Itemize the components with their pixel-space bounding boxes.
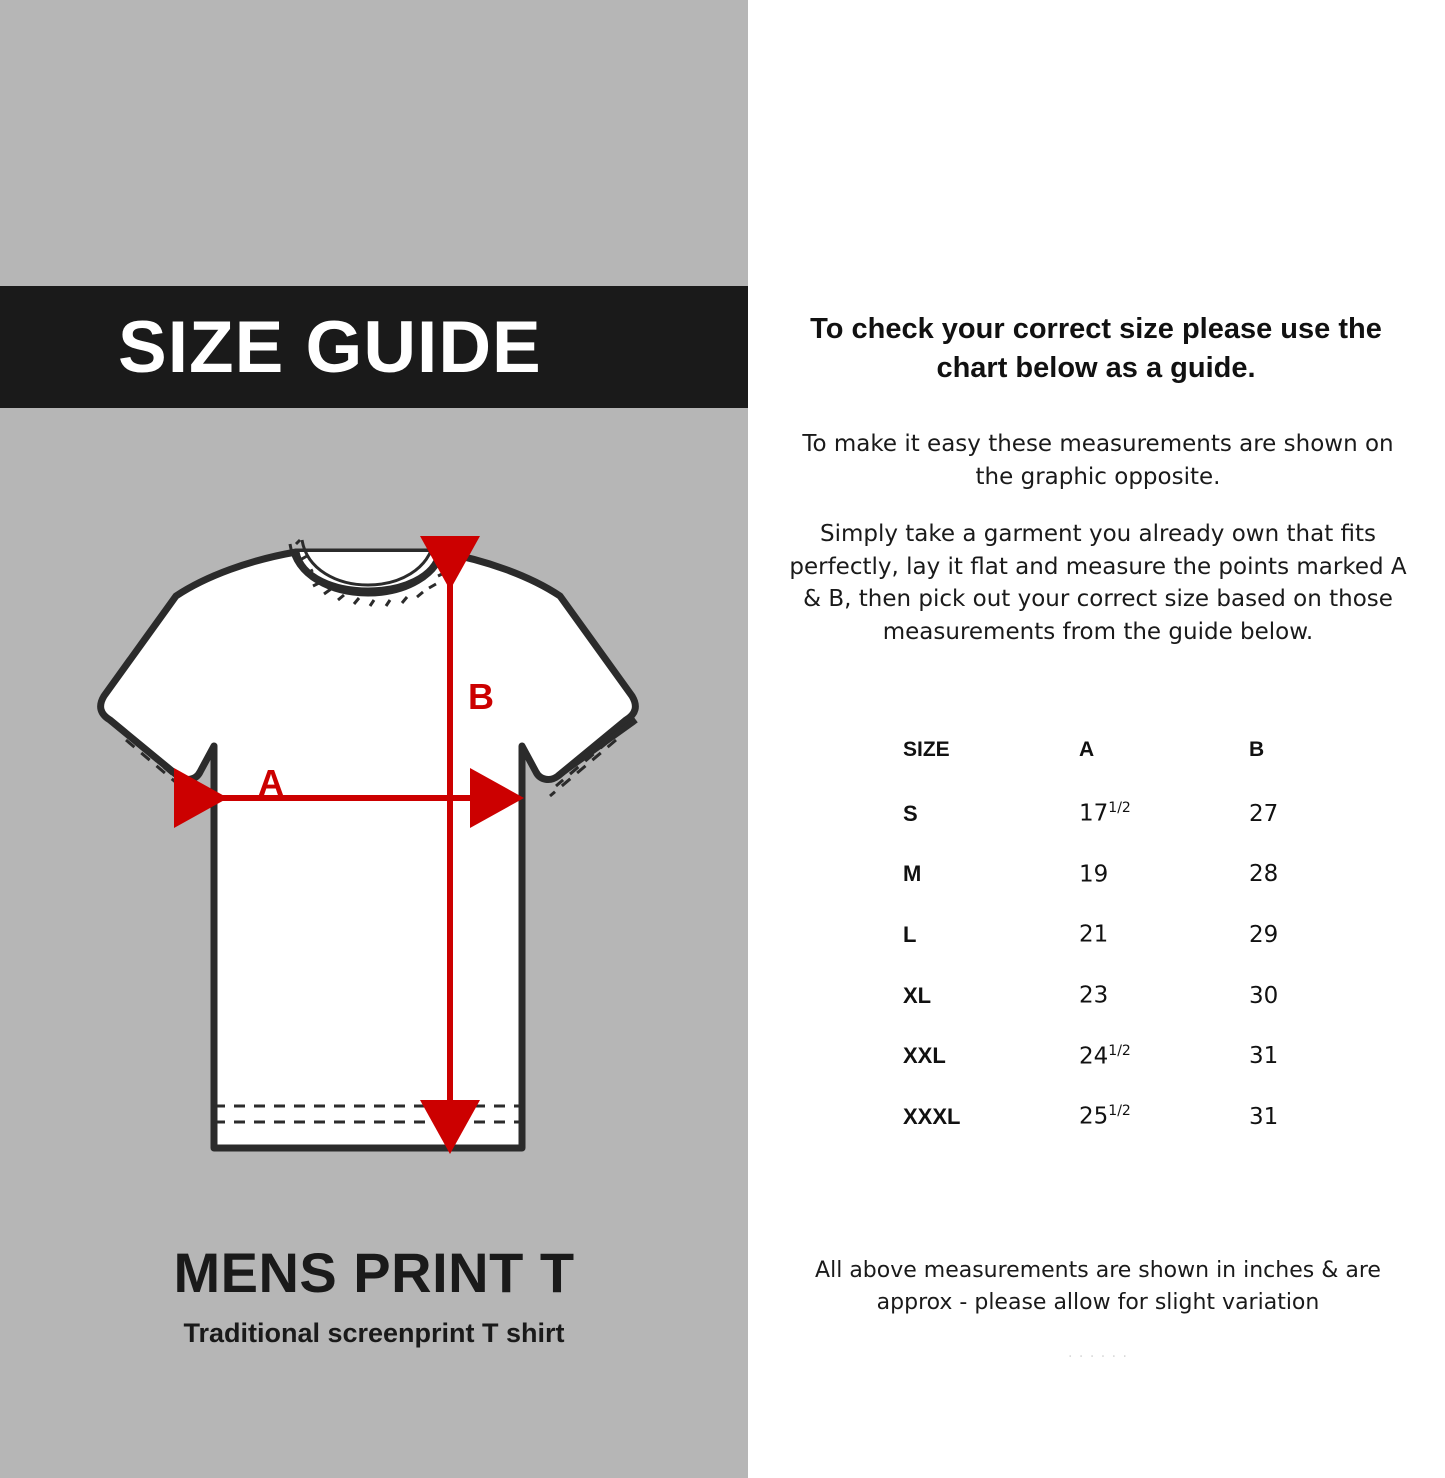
table-row [903, 1103, 1353, 1164]
cell-b: 29 [1249, 921, 1279, 948]
faint-footer-text: . . . . . . [1068, 1345, 1128, 1361]
table-row [903, 800, 1353, 861]
cell-a [1079, 861, 1249, 922]
table-row [903, 1043, 1353, 1104]
cell-a [1079, 921, 1249, 982]
right-info-panel [748, 0, 1445, 1478]
title-band [0, 286, 748, 408]
tshirt-svg [0, 500, 748, 1200]
headline: To check your correct size please use the chart below as a guide. [810, 313, 1382, 385]
cell-b: 31 [1249, 1043, 1279, 1070]
cell-a-value: 25 [1079, 1103, 1109, 1130]
cell-a-value: 21 [1079, 921, 1109, 948]
cell-b: 27 [1249, 800, 1279, 827]
cell-a-value: 17 [1079, 800, 1109, 827]
cell-b: 31 [1249, 1103, 1279, 1130]
product-name: MENS PRINT T [173, 1241, 575, 1304]
measurement-note: All above measurements are shown in inches & are approx - please allow for slight variation [815, 1258, 1381, 1315]
cell-b: 30 [1249, 982, 1279, 1009]
cell-size: M [903, 861, 922, 887]
cell-size: XXL [903, 1043, 946, 1069]
intro-paragraph-2: Simply take a garment you already own that fits perfectly, lay it flat and measure the points marked A & B, then pick out your correct size based on those measurements from the guide below. [789, 521, 1407, 645]
cell-a [1079, 1103, 1249, 1164]
cell-size: L [903, 921, 917, 947]
cell-a-value: 19 [1079, 861, 1109, 888]
column-header-b: B [1249, 738, 1265, 761]
table-header-row [903, 738, 1353, 800]
column-header-a: A [1079, 738, 1095, 761]
cell-size: XL [903, 982, 932, 1008]
cell-a [1079, 1043, 1249, 1104]
cell-a-fraction: 1/2 [1108, 800, 1131, 816]
cell-a [1079, 982, 1249, 1043]
tshirt-diagram [0, 500, 748, 1200]
cell-a [1079, 800, 1249, 861]
intro-paragraph-1: To make it easy these measurements are shown on the graphic opposite. [802, 431, 1394, 490]
cell-b: 28 [1249, 861, 1279, 888]
product-subtitle: Traditional screenprint T shirt [183, 1318, 565, 1348]
page-title: SIZE GUIDE [118, 306, 542, 388]
size-chart-table [903, 738, 1353, 1164]
table-row [903, 982, 1353, 1043]
cell-a-fraction: 1/2 [1108, 1103, 1131, 1120]
cell-a-value: 24 [1079, 1043, 1109, 1070]
cell-a-value: 23 [1079, 982, 1109, 1009]
cell-size: S [903, 800, 918, 826]
measure-marker-a: A [258, 762, 284, 803]
cell-a-fraction: 1/2 [1108, 1042, 1131, 1059]
column-header-size: SIZE [903, 738, 950, 761]
measure-marker-b: B [468, 676, 494, 717]
table-row [903, 921, 1353, 982]
table-row [903, 861, 1353, 922]
cell-size: XXXL [903, 1103, 961, 1129]
